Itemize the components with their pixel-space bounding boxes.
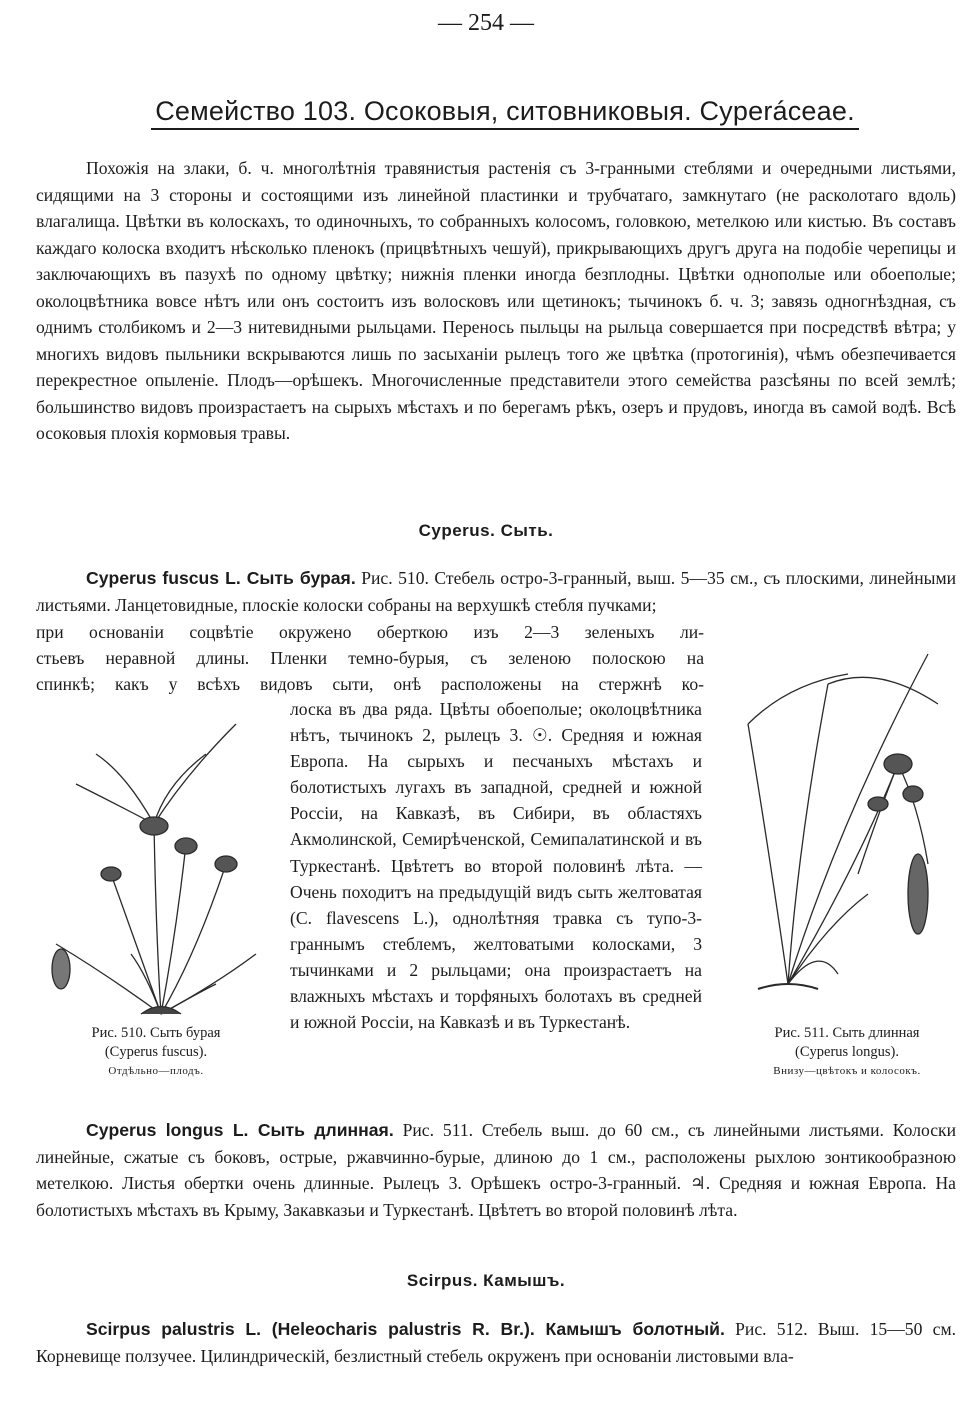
fuscus-column-text: лоска въ два ряда. Цвѣты обоеполые; околоцвѣтника нѣтъ, тычинокъ 2, рылецъ 3. ☉. Средняя и южная Европа. На сырыхъ и песчаныхъ мѣстахъ и болотистыхъ лугахъ въ западной, средней и южной Россіи, на Кавказѣ, въ Сибири, въ областяхъ Акмолинской, Семирѣченской, Семипалатинской и въ Туркестанѣ. Цвѣтетъ во второй половинѣ лѣта. —Очень походитъ на предыдущій видъ сыть желтоватая (C. flavescens L.), однолѣтняя травка съ тупо-3-граннымъ стеблемъ, желтоватыми колосками, 3 тычинками и 2 рыльцами; она произрастаетъ на влажныхъ мѣстахъ и торфяныхъ болотахъ въ средней и южной Россіи, на Кавказѣ и въ Туркестанѣ. bbox=[290, 699, 702, 1033]
caption-510 bbox=[36, 1024, 276, 1081]
caption-511 bbox=[734, 1024, 960, 1081]
fuscus-text-3: стьевъ неравной длины. Пленки темно-бурыя, съ зеленою полоскою на bbox=[36, 648, 704, 668]
figure-511-illustration bbox=[728, 644, 954, 1004]
fuscus-text-2: при основаніи соцвѣтіе окружено оберткою изъ 2—3 зеленыхъ ли- bbox=[36, 622, 704, 642]
species-name-palustris: Scirpus palustris L. (Heleocharis palustris R. Br.). Камышъ болотный. bbox=[86, 1319, 725, 1339]
palustris-paragraph bbox=[36, 1316, 956, 1369]
figure-510-illustration bbox=[36, 714, 276, 1030]
longus-text: Рис. 511. Стебель выш. до 60 см., съ линейными листьями. Колоски линейные, сжатые съ боковъ, острые, ржавчинно-бурые, длиною до 1 см., расположены рыхлою зонтикообразною метелкою. Листья обертки очень длинные. Рылецъ 3. Орѣшекъ остро-3-гранный. ♃. Средняя и южная Европа. На болотистыхъ мѣстахъ въ Крыму, Закавказьи и Туркестанѣ. Цвѣтетъ во второй половинѣ лѣта. bbox=[36, 1120, 956, 1220]
family-title bbox=[60, 96, 950, 127]
page-number: — 254 — bbox=[438, 10, 534, 36]
family-title-text: Семейство 103. Осоковыя, ситовниковыя. Cyperáceae. bbox=[151, 96, 859, 130]
fuscus-text-1: Рис. 510. Стебель остро-3-гранный, выш. 5—35 см., съ плоскими, линейными листьями. Ланцетовидные, плоскіе колоски собраны на верхушкѣ стебля пучками; bbox=[36, 568, 956, 615]
genus-heading-cyperus: Cyperus. Сыть. bbox=[418, 521, 554, 540]
palustris-text: Рис. 512. Выш. 15—50 см. Корневище ползучее. Цилиндрическій, безлистный стебель окруженъ при основаніи листовыми вла- bbox=[36, 1319, 956, 1366]
caption-511-title: Рис. 511. Сыть длинная bbox=[774, 1025, 920, 1041]
family-description: Похожія на злаки, б. ч. многолѣтнія травянистыя растенія съ 3-гранными стеблями и очередными листьями, сидящими на 3 стороны и состоящими изъ линейной пластинки и трубчатаго, замкнутаго (не расколотаго вдоль) влагалища. Цвѣтки въ колоскахъ, то одиночныхъ, то собранныхъ колосомъ, головкою, метелкою или кистью. Въ составъ каждаго колоска входитъ нѣсколько пленокъ (прицвѣтныхъ чешуй), прикрывающихъ другъ друга на подобіе черепицы и заключающихъ въ пазухѣ по одному цвѣтку; нижнія пленки иногда безплодны. Цвѣтки однополые или обоеполые; околоцвѣтника вовсе нѣтъ или онъ состоитъ изъ волосковъ или щетинокъ; тычинокъ б. ч. 3; завязь одногнѣздная, съ однимъ столбикомъ и 2—3 нитевидными рыльцами. Перенось пыльцы на рыльца совершается при посредствѣ вѣтра; у многихъ видовъ пыльники вскрываются лишь по засыханіи рылецъ того же цвѣтка (протогинія), чѣмъ обезпечивается перекрестное опыленіе. Плодъ—орѣшекъ. Многочисленные представители этого семейства разсѣяны по всей землѣ; большинство видовъ произрастаетъ на сырыхъ мѣстахъ и по берегамъ рѣкъ, озеръ и прудовъ, иногда въ самой водѣ. Всѣ осоковыя плохія кормовыя травы. bbox=[36, 158, 956, 443]
species-name-longus: Cyperus longus L. Сыть длинная. bbox=[86, 1120, 394, 1140]
longus-paragraph bbox=[36, 1117, 956, 1223]
caption-510-latin: (Cyperus fuscus). bbox=[104, 1044, 208, 1060]
fuscus-text-4: спинкѣ; какъ у всѣхъ видовъ сыти, онѣ расположены на стержнѣ ко- bbox=[36, 674, 704, 694]
genus-heading-scirpus: Scirpus. Камышъ. bbox=[406, 1271, 566, 1290]
caption-510-title: Рис. 510. Сыть бурая bbox=[91, 1025, 221, 1041]
fuscus-paragraph bbox=[36, 565, 956, 618]
species-name-fuscus: Cyperus fuscus L. Сыть бурая. bbox=[86, 568, 356, 588]
caption-511-note: Внизу—цвѣтокъ и колосокъ. bbox=[773, 1065, 921, 1077]
caption-511-latin: (Cyperus longus). bbox=[795, 1044, 899, 1060]
caption-510-note: Отдѣльно—плодъ. bbox=[108, 1065, 204, 1077]
